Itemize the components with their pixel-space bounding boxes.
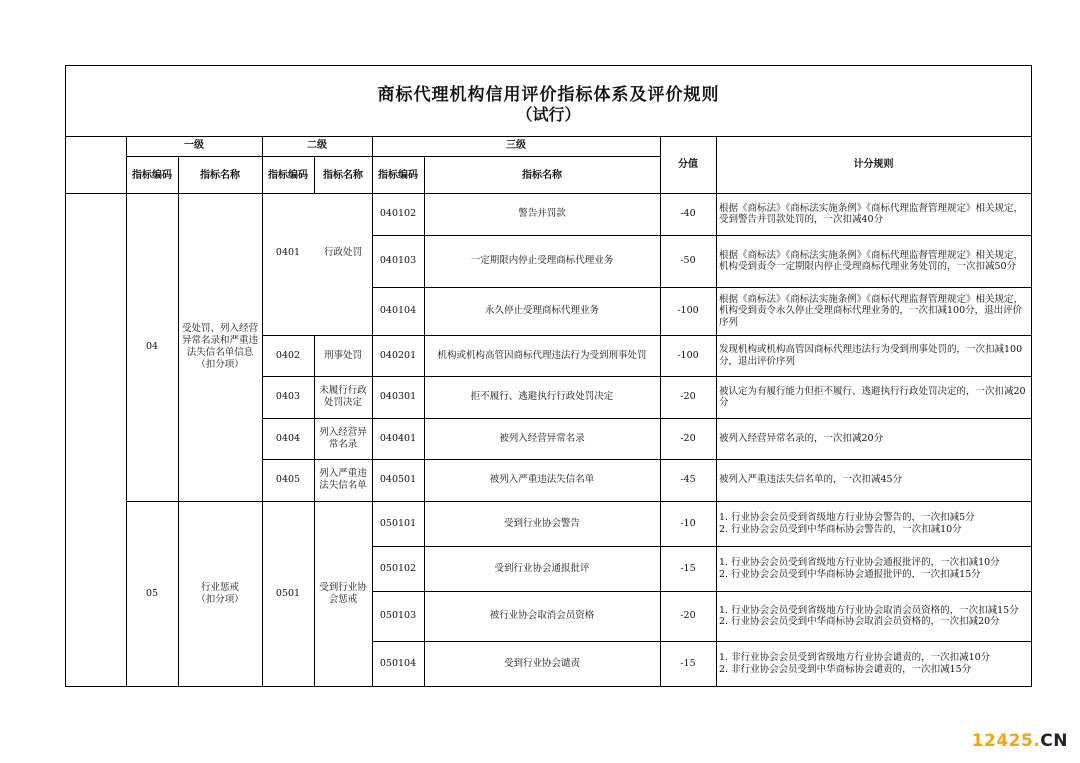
score-value: -50 xyxy=(680,255,696,266)
level3-code: 050101 xyxy=(379,517,417,529)
score-value: -10 xyxy=(680,517,696,529)
level2-code: 0401 xyxy=(275,247,301,258)
header-level1-code: 指标编码 xyxy=(132,169,172,181)
level3-code: 040104 xyxy=(379,305,417,316)
level3-name: 受到行业协会谴责 xyxy=(503,657,580,669)
scoring-rule: 1. 非行业协会会员受到省级地方行业协会谴责的，一次扣减10分 2. 非行业协会会员受到中华商标协会谴责的，一次扣减15分 xyxy=(719,652,991,675)
scoring-rule: 被列入严重违法失信名单的，一次扣减45分 xyxy=(719,474,903,486)
level1-name: 行业惩戒 （扣分项） xyxy=(196,581,244,605)
scoring-rule: 根据《商标法》《商标法实施条例》《商标代理监督管理规定》相关规定，受到警告并罚款处罚的，一次扣减40分 xyxy=(719,202,1024,225)
table-rule xyxy=(178,193,179,686)
level3-name: 机构或机构高管因商标代理违法行为受到刑事处罚 xyxy=(437,349,647,361)
scoring-rule: 1. 行业协会会员受到省级地方行业协会警告的，一次扣减5分 2. 行业协会会员受到中华商标协会警告的，一次扣减10分 xyxy=(719,512,975,535)
level2-name: 未履行行政处罚决定 xyxy=(319,385,367,408)
watermark-suffix: CN xyxy=(1040,731,1068,751)
level3-name: 永久停止受理商标代理业务 xyxy=(484,305,599,316)
level3-code: 040501 xyxy=(379,474,417,485)
document-subtitle: （试行） xyxy=(516,105,581,124)
header-level2: 二级 xyxy=(307,140,327,151)
level2-code: 0403 xyxy=(275,391,301,402)
score-value: -100 xyxy=(677,305,699,316)
level1-code: 05 xyxy=(145,587,159,599)
level2-code: 0501 xyxy=(275,587,301,599)
score-value: -100 xyxy=(677,349,699,361)
level3-code: 040301 xyxy=(379,391,417,402)
scoring-rule: 1. 行业协会会员受到省级地方行业协会取消会员资格的，一次扣减15分 2. 行业协会会员受到中华商标协会取消会员资格的，一次扣减20分 xyxy=(719,604,1019,627)
level3-name: 被列入严重违法失信名单 xyxy=(489,474,595,485)
level2-name: 列入经营异常名录 xyxy=(319,426,367,450)
scoring-rule: 1. 行业协会会员受到省级地方行业协会通报批评的，一次扣减10分 2. 行业协会会员受到中华商标协会通报批评的，一次扣减15分 xyxy=(719,557,1000,580)
watermark-number: 12425 xyxy=(971,731,1034,751)
document-sheet xyxy=(65,65,1032,687)
level3-name: 一定期限内停止受理商标代理业务 xyxy=(470,255,614,266)
level3-code: 040103 xyxy=(379,255,417,266)
level3-code: 040102 xyxy=(379,208,417,219)
score-value: -45 xyxy=(680,474,696,485)
level3-code: 050104 xyxy=(379,657,417,669)
level3-code: 040401 xyxy=(379,432,417,444)
level3-name: 受到行业协会通报批评 xyxy=(494,562,590,574)
header-score: 分值 xyxy=(678,158,698,170)
scoring-rule: 被列入经营异常名录的，一次扣减20分 xyxy=(719,432,884,444)
document-title: 商标代理机构信用评价指标体系及评价规则 xyxy=(377,85,720,105)
level3-code: 040201 xyxy=(379,349,417,361)
level3-name: 拒不履行、逃避执行行政处罚决定 xyxy=(470,391,614,402)
title-box xyxy=(66,66,1031,137)
level3-name: 受到行业协会警告 xyxy=(503,517,580,529)
level2-name: 行政处罚 xyxy=(323,247,362,258)
level3-code: 050102 xyxy=(379,562,417,574)
header-rule: 计分规则 xyxy=(853,158,894,170)
level2-name: 受到行业协会惩戒 xyxy=(319,581,367,605)
watermark-dot: . xyxy=(1033,731,1041,751)
level1-name: 受处罚、列入经营异常名录和严重违法失信名单信息 （扣分项） xyxy=(182,323,259,370)
scoring-rule: 发现机构或机构高管因商标代理违法行为受到刑事处罚的，一次扣减100分，退出评价序列 xyxy=(719,344,1023,367)
header-level3-code: 指标编码 xyxy=(378,169,418,181)
scoring-rule: 根据《商标法》《商标法实施条例》《商标代理监督管理规定》相关规定，机构受到责令一定期限内停止受理商标代理业务处罚的，一次扣减50分 xyxy=(719,249,1024,272)
table-rule xyxy=(126,156,660,157)
score-value: -15 xyxy=(680,562,696,574)
score-value: -20 xyxy=(680,391,696,402)
header-level1: 一级 xyxy=(184,140,204,151)
header-level1-name: 指标名称 xyxy=(200,169,240,181)
score-value: -20 xyxy=(680,610,696,621)
level2-name: 刑事处罚 xyxy=(323,349,362,361)
level2-code: 0405 xyxy=(275,474,301,485)
scoring-rule: 被认定为有履行能力但拒不履行、逃避执行行政处罚决定的，一次扣减20分 xyxy=(719,385,1026,408)
header-level3-name: 指标名称 xyxy=(522,169,562,181)
score-value: -20 xyxy=(680,432,696,444)
header-level2-name: 指标名称 xyxy=(323,169,363,181)
score-value: -15 xyxy=(680,657,696,669)
level3-name: 被列入经营异常名录 xyxy=(499,432,585,444)
level3-name: 被行业协会取消会员资格 xyxy=(489,610,595,621)
score-value: -40 xyxy=(680,208,696,219)
scoring-rule: 根据《商标法》《商标法实施条例》《商标代理监督管理规定》相关规定，机构受到责令永久停止受理商标代理业务的，一次扣减100分，退出评价序列 xyxy=(719,293,1024,328)
level3-name: 警告并罚款 xyxy=(518,208,566,219)
level3-code: 050103 xyxy=(379,610,417,621)
level1-code: 04 xyxy=(145,341,159,352)
level2-name: 列入严重违法失信名单 xyxy=(319,468,367,491)
site-watermark-logo xyxy=(972,731,1068,751)
level2-code: 0402 xyxy=(275,349,301,361)
level2-code: 0404 xyxy=(275,432,301,444)
header-level2-code: 指标编码 xyxy=(268,169,308,181)
header-level3: 三级 xyxy=(506,140,526,151)
